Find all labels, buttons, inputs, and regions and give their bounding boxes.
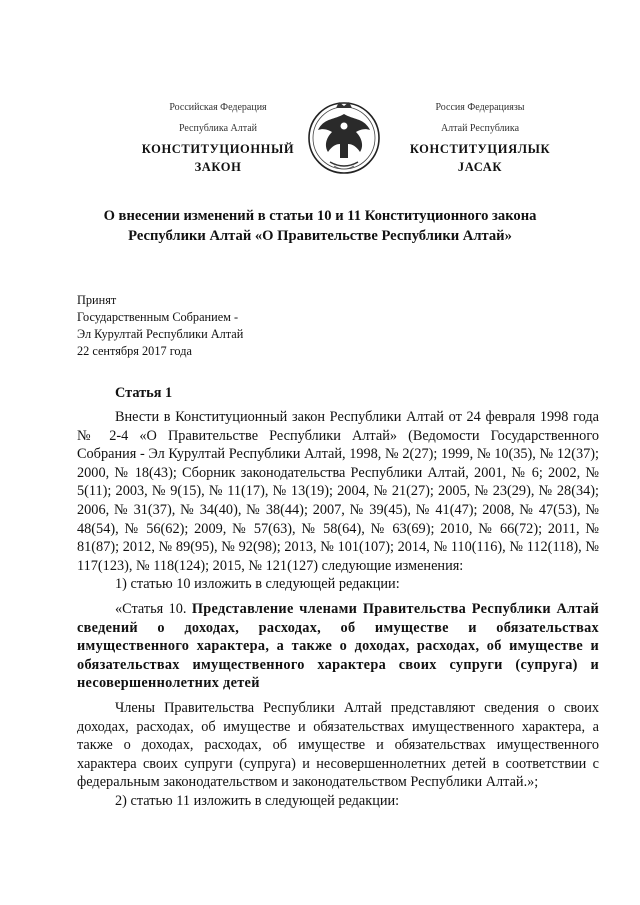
header-left bbox=[118, 97, 318, 175]
adopted-line-2: Государственным Собранием - bbox=[77, 310, 239, 324]
article-10-heading bbox=[77, 600, 599, 693]
adopted-date: 22 сентября 2017 года bbox=[77, 344, 192, 358]
article-heading: Статья 1 bbox=[115, 385, 173, 401]
coat-of-arms-icon bbox=[306, 96, 382, 180]
title-line-2: Республики Алтай «О Правительстве Республики Алтай» bbox=[128, 228, 512, 244]
header-right-doctype-2: JАСАК bbox=[457, 160, 503, 174]
article-10-text: Члены Правительства Республики Алтай представляют сведения о своих доходах, расходах, об имуществе и обязательствах имущественного характера, а также о доходах, расходах, об имуществе и обязательствах имущественного характера своих супруги (супруга) и несовершеннолетних детей в соответствии с федеральным законодательством и законодательством Республики Алтай.»; bbox=[77, 699, 599, 791]
header-left-doctype-1: КОНСТИТУЦИОННЫЙ bbox=[141, 142, 295, 156]
article-10-prefix: «Статья 10. bbox=[115, 600, 192, 617]
article-10-title: Представление членами Правительства Республики Алтай сведений о доходах, расходах, об имуществе и обязательствах имущественного характера, а также о доходах, расходах, об имуществе и обязательствах имущественного характера своих супруги (супруга) и несовершеннолетних детей bbox=[77, 600, 599, 692]
header-right bbox=[380, 97, 580, 175]
document-title bbox=[60, 206, 580, 246]
title-line-1: О внесении изменений в статьи 10 и 11 Конституционного закона bbox=[103, 208, 537, 224]
article-intro: Внести в Конституционный закон Республики Алтай от 24 февраля 1998 года № 2-4 «О Правительстве Республики Алтай» (Ведомости Государственного Собрания - Эл Курултай Республики Алтай, 1998, № 2(27); 1999, № 10(35), № 12(37); 2000, № 18(43); Сборник законодательства Республики Алтай, 2001, № 6; 2002, № 5(11); 2003, № 9(15), № 11(17), № 13(19); 2004, № 21(27); 2005, № 23(29), № 28(34); 2006, № 31(37), № 34(40), № 38(44); 2007, № 39(45), № 41(47); 2008, № 47(53), № 48(54), № 56(62); 2009, № 57(63), № 58(64), № 63(69); 2010, № 66(72); 2011, № 81(87); 2012, № 89(95), № 92(98); 2013, № 101(107); 2014, № 110(116), № 112(118), № 117(123), № 118(124); 2015, № 121(127) следующие изменения: bbox=[77, 409, 599, 574]
adoption-block bbox=[77, 292, 377, 360]
header-left-republic: Республика Алтай bbox=[178, 123, 258, 134]
item-1: 1) статью 10 изложить в следующей редакции: bbox=[115, 576, 400, 593]
adopted-line-3: Эл Курултай Республики Алтай bbox=[77, 327, 244, 341]
header-left-doctype-2: ЗАКОН bbox=[194, 160, 242, 174]
article-body bbox=[77, 408, 599, 810]
header-right-country: Россия Федерациязы bbox=[435, 102, 525, 113]
item-2: 2) статью 11 изложить в следующей редакции: bbox=[115, 792, 400, 809]
adopted-line-1: Принят bbox=[77, 293, 117, 307]
header-right-republic: Алтай Республика bbox=[440, 123, 520, 134]
header-left-country: Российская Федерация bbox=[169, 102, 267, 113]
header-right-doctype-1: КОНСТИТУЦИЯЛЫК bbox=[409, 142, 551, 156]
